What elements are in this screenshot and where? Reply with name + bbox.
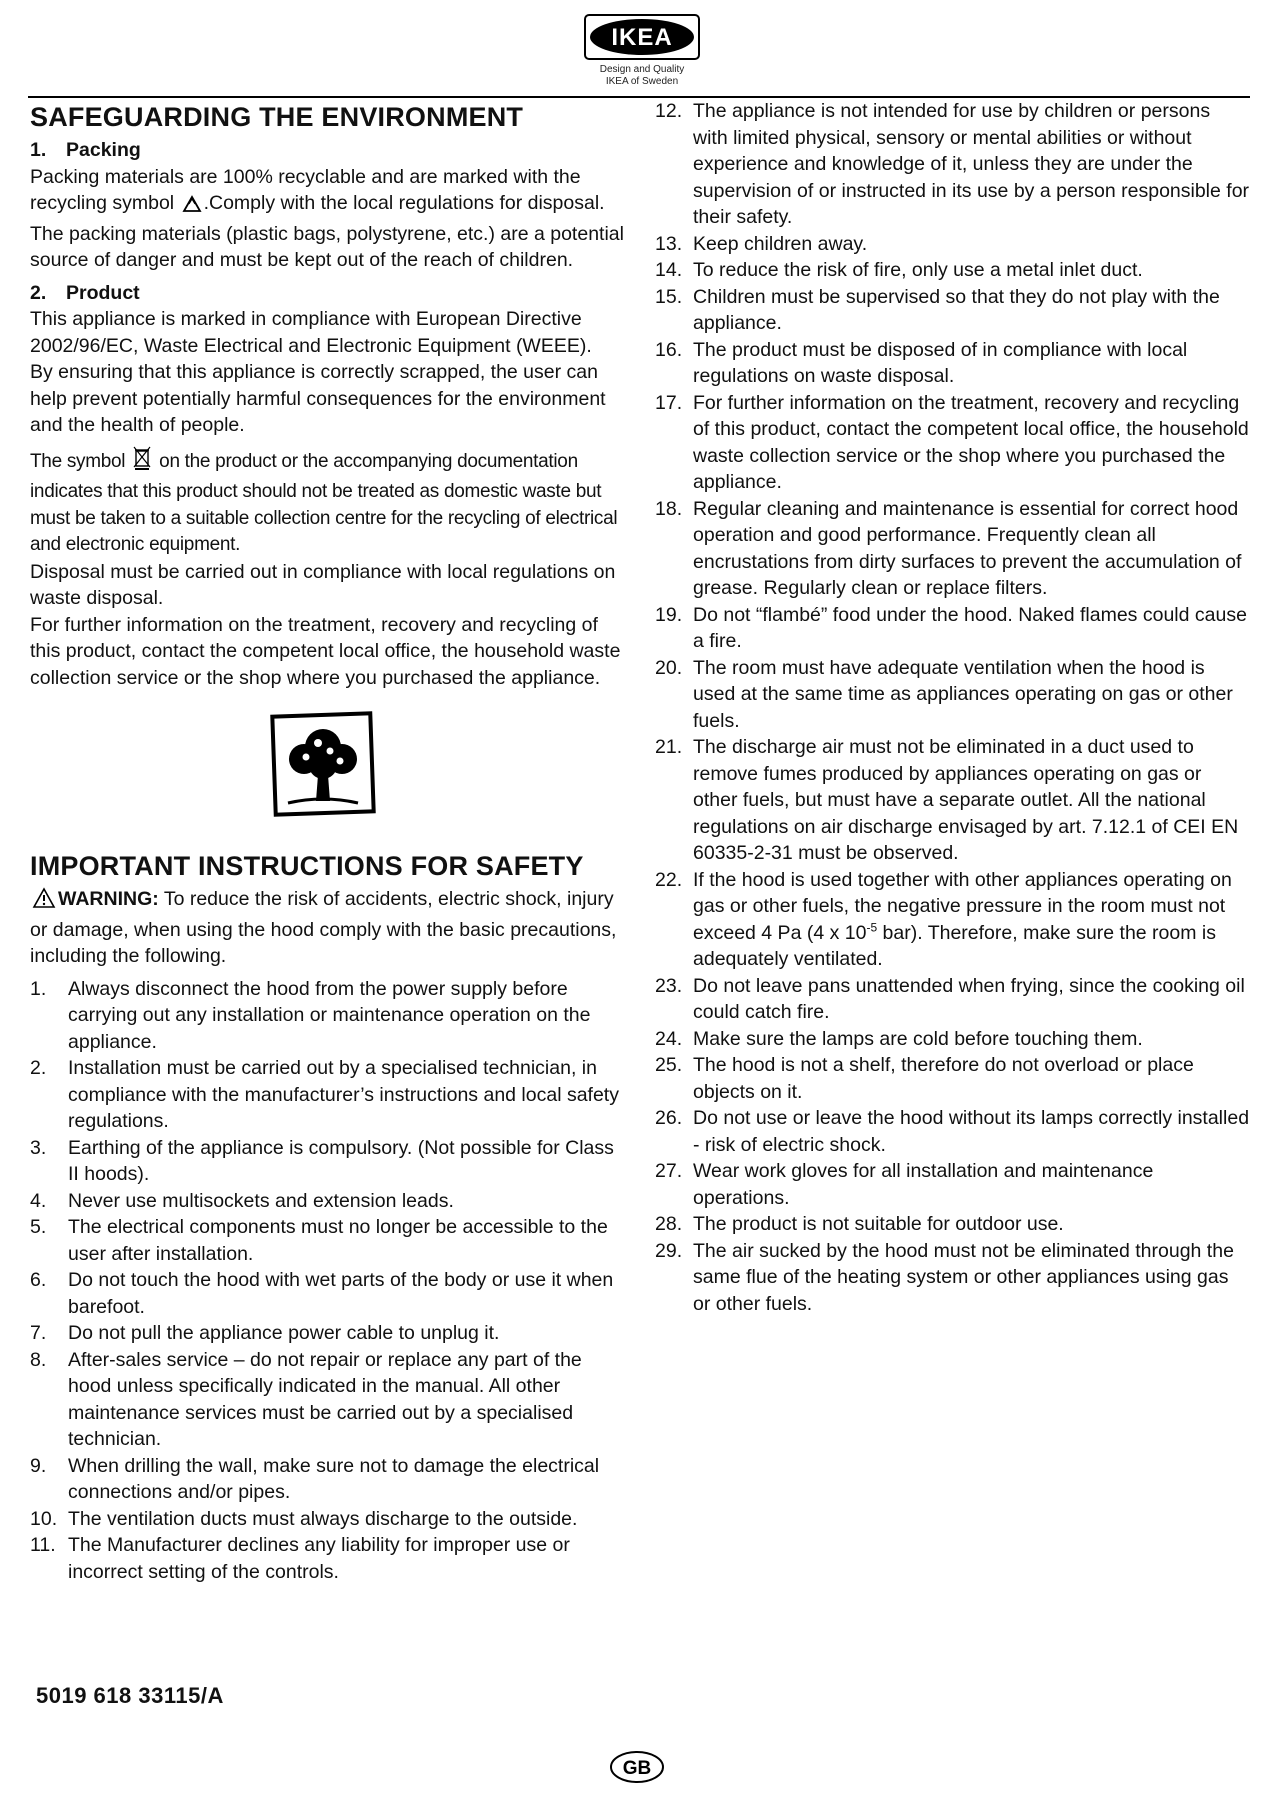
list-item [30, 1506, 625, 1533]
list-item-number: 16. [655, 338, 683, 361]
list-item-number: 10. [30, 1507, 58, 1530]
list-item [655, 337, 1250, 390]
list-item-number: 21. [655, 736, 683, 758]
list-item-text: Do not “flambé” food under the hood. Naked flames could cause a fire. [693, 603, 1247, 652]
list-item-number: 24. [655, 1027, 683, 1050]
list-item-text: Never use multisockets and extension leads. [68, 1189, 454, 1212]
list-item [30, 1453, 625, 1506]
product-number: 2. [30, 281, 47, 304]
list-item-number: 27. [655, 1160, 683, 1182]
product-text-1: This appliance is marked in compliance with European Directive 2002/96/EC, Waste Electrical and Electronic Equipment (WEEE). [30, 308, 592, 357]
list-item-number: 25. [655, 1054, 683, 1076]
list-item [30, 1188, 625, 1215]
list-item [30, 1267, 625, 1320]
list-item-text: The discharge air must not be eliminated in a duct used to remove fumes produced by appliances operating on gas or other fuels, but must have a separate outlet. All the national regulations on air discharge envisaged by art. 7.12.1 of CEI EN 60335-2-31 must be observed. [693, 736, 1239, 864]
list-item-number: 20. [655, 656, 683, 679]
list-item-text: The product is not suitable for outdoor use. [693, 1213, 1064, 1235]
symbol-text [30, 445, 625, 559]
list-item-text: The appliance is not intended for use by children or persons with limited physical, sensory or mental abilities or without experience and knowledge of it, unless they are under the supervision of or instructed in its use by a person responsible for their safety. [693, 100, 1250, 228]
list-item-text: Children must be supervised so that they do not play with the appliance. [693, 285, 1220, 334]
list-item-number: 29. [655, 1239, 683, 1262]
list-item [655, 496, 1250, 602]
list-item-number: 11. [30, 1534, 56, 1556]
disposal-text: Disposal must be carried out in compliance with local regulations on waste disposal. [30, 560, 616, 609]
list-item [30, 976, 625, 1056]
list-item-text: Wear work gloves for all installation and maintenance operations. [693, 1160, 1154, 1209]
environment-title: SAFEGUARDING THE ENVIRONMENT [30, 102, 524, 132]
list-item [655, 231, 1250, 258]
list-item [655, 602, 1250, 655]
language-badge-text: GB [622, 1758, 652, 1779]
list-item-text [693, 867, 1250, 973]
warning-text [30, 886, 625, 970]
logo-tagline-1: Design and Quality [599, 64, 685, 75]
list-item [30, 1320, 625, 1347]
list-item-number: 26. [655, 1107, 683, 1129]
ikea-logo-mark [584, 14, 700, 60]
safety-list-left [30, 976, 625, 1586]
list-item-number: 23. [655, 974, 683, 997]
list-item-text: Keep children away. [693, 232, 868, 255]
symbol-text-a: The symbol [30, 450, 126, 472]
list-item-number: 7. [30, 1322, 47, 1344]
list-item [30, 1214, 625, 1267]
warning-triangle-icon [32, 887, 56, 917]
packing-text-b: .Comply with the local regulations for disposal. The packing materials (plastic bags, polystyrene, etc.) are a potential source of danger and must be kept out of the reach of children. [30, 192, 624, 271]
list-item [655, 973, 1250, 1026]
list-item-number: 2. [30, 1057, 47, 1079]
list-item-text: The ventilation ducts must always discharge to the outside. [68, 1507, 578, 1530]
list-item-number: 9. [30, 1454, 47, 1477]
crossed-bin-icon [132, 445, 152, 480]
list-item-text: Earthing of the appliance is compulsory. (Not possible for Class II hoods). [68, 1136, 614, 1185]
symbol-text-b: on the product or the accompanying documentation indicates that this product should not be treated as domestic waste but must be taken to a suitable collection centre for the recycling of electrical and electronic equipment. [30, 450, 618, 555]
list-item [655, 655, 1250, 735]
list-item-number: 13. [655, 232, 683, 255]
logo-text: IKEA [611, 24, 673, 51]
list-item-text: The Manufacturer declines any liability for improper use or incorrect setting of the controls. [68, 1534, 570, 1583]
list-item-text: Installation must be carried out by a specialised technician, in compliance with the manufacturer’s instructions and local safety regulations. [68, 1057, 619, 1132]
list-item-text: For further information on the treatment, recovery and recycling of this product, contact the competent local office, the household waste collection service or the shop where you purchased the appliance. [693, 391, 1249, 493]
safety-list-item-22 [655, 867, 1250, 973]
list-item-number: 8. [30, 1348, 47, 1371]
list-item [655, 1052, 1250, 1105]
packing-heading [30, 137, 625, 164]
list-item-text: Do not use or leave the hood without its lamps correctly installed - risk of electric shock. [693, 1107, 1250, 1156]
list-item-number: 5. [30, 1216, 47, 1238]
list-item [30, 1532, 625, 1585]
list-item-text: The product must be disposed of in compliance with local regulations on waste disposal. [693, 338, 1188, 387]
list-item-text: The room must have adequate ventilation when the hood is used at the same time as appliances operating on gas or other fuels. [693, 656, 1233, 732]
packing-number: 1. [30, 139, 47, 161]
list-item [655, 1238, 1250, 1318]
ikea-logo [582, 14, 702, 88]
list-item [30, 1055, 625, 1135]
right-column [655, 98, 1250, 1317]
document-code: 5019 618 33115/A [36, 1683, 224, 1708]
list-item-number: 3. [30, 1136, 47, 1159]
list-item-text: To reduce the risk of fire, only use a metal inlet duct. [693, 259, 1143, 281]
list-item-number: 12. [655, 100, 683, 122]
list-item [655, 1026, 1250, 1053]
list-item [655, 1105, 1250, 1158]
environment-tree-icon [268, 709, 378, 819]
product-title: Product [66, 281, 140, 304]
packing-text [30, 164, 625, 274]
list-item-number: 28. [655, 1213, 683, 1235]
list-item [655, 1211, 1250, 1238]
list-item-number: 14. [655, 259, 683, 281]
list-item-text: The hood is not a shelf, therefore do not overload or place objects on it. [693, 1054, 1194, 1103]
further-info-text: For further information on the treatment, recovery and recycling of this product, contact the competent local office, the household waste collection service or the shop where you purchased the appliance. [30, 613, 621, 689]
list-item [655, 734, 1250, 867]
list-item [655, 867, 1250, 973]
product-heading [30, 280, 625, 307]
safety-title: IMPORTANT INSTRUCTIONS FOR SAFETY [30, 851, 584, 881]
list-item-text: Do not pull the appliance power cable to unplug it. [68, 1322, 500, 1344]
recycling-icon [182, 194, 202, 221]
safety-list-right-b [655, 973, 1250, 1318]
list-item [655, 1158, 1250, 1211]
safety-list-right-a [655, 98, 1250, 867]
item-22-text-a: If the hood is used together with other appliances operating on gas or other fuels, the negative pressure in the room must not exceed 4 Pa (4 x 10 [693, 868, 1232, 944]
list-item-number: 4. [30, 1189, 47, 1212]
list-item-number: 1. [30, 977, 47, 1000]
list-item-text: Do not leave pans unattended when frying, since the cooking oil could catch fire. [693, 974, 1245, 1023]
list-item [30, 1347, 625, 1453]
packing-text-a: Packing materials are 100% recyclable and are marked with the recycling symbol [30, 165, 581, 214]
list-item-number: 18. [655, 497, 683, 520]
warning-body: To reduce the risk of accidents, electric shock, injury or damage, when using the hood comply with the basic precautions, including the following. [30, 888, 617, 967]
list-item-text: The air sucked by the hood must not be eliminated through the same flue of the heating system or other appliances using gas or other fuels. [693, 1239, 1234, 1315]
list-item-number: 22. [655, 868, 683, 891]
list-item [655, 284, 1250, 337]
list-item-text: Do not touch the hood with wet parts of the body or use it when barefoot. [68, 1269, 614, 1318]
list-item-text: Regular cleaning and maintenance is essential for correct hood operation and good performance. Frequently clean all encrustations from dirty surfaces to prevent the accumulation of grease. Regularly clean or replace filters. [693, 497, 1242, 599]
item-22-text-b: bar). Therefore, make sure the room is adequately ventilated. [693, 921, 1216, 970]
list-item-text: Always disconnect the hood from the power supply before carrying out any installation or maintenance operation on the appliance. [68, 977, 591, 1053]
list-item-number: 15. [655, 285, 683, 308]
left-column [30, 104, 625, 1585]
item-22-exponent: -5 [866, 920, 878, 934]
list-item [30, 1135, 625, 1188]
list-item-text: After-sales service – do not repair or replace any part of the hood unless specifically indicated in the manual. All other maintenance services must be carried out by a specialised technician. [68, 1348, 582, 1450]
list-item-number: 6. [30, 1269, 47, 1291]
list-item-text: Make sure the lamps are cold before touching them. [693, 1027, 1143, 1050]
list-item [655, 98, 1250, 231]
list-item [655, 390, 1250, 496]
list-item-text: When drilling the wall, make sure not to damage the electrical connections and/or pipes. [68, 1454, 600, 1503]
list-item-number: 17. [655, 391, 683, 414]
list-item-text: The electrical components must no longer be accessible to the user after installation. [68, 1216, 608, 1265]
list-item [655, 257, 1250, 284]
product-text-2: By ensuring that this appliance is correctly scrapped, the user can help prevent potentially harmful consequences for the environment and the health of people. [30, 361, 606, 436]
packing-title: Packing [66, 139, 141, 161]
warning-label: WARNING: [58, 888, 159, 910]
language-badge [609, 1750, 665, 1784]
logo-tagline-2: IKEA of Sweden [605, 76, 679, 87]
list-item-number: 19. [655, 603, 683, 626]
